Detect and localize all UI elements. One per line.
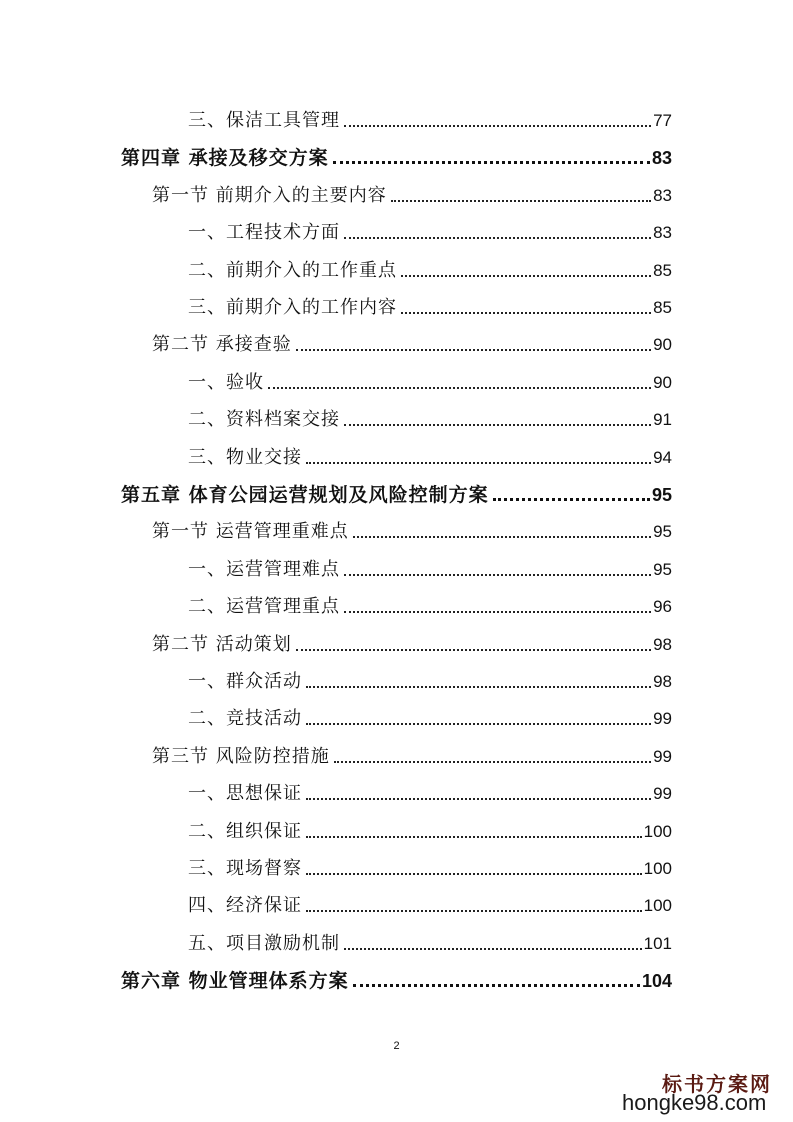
toc-entry-page: 83 bbox=[653, 223, 672, 243]
toc-entry-page: 85 bbox=[653, 260, 672, 280]
toc-entry[interactable] bbox=[188, 704, 672, 730]
toc-entry-title: 三、前期介入的工作内容 bbox=[188, 297, 397, 318]
toc-entry[interactable] bbox=[188, 891, 672, 917]
toc-entry-title: 三、现场督察 bbox=[188, 858, 302, 879]
toc-entry-title: 一、群众活动 bbox=[188, 671, 302, 692]
toc-entry[interactable] bbox=[152, 181, 672, 207]
toc-entry-page: 95 bbox=[653, 559, 672, 579]
toc-entry-title: 一、验收 bbox=[188, 371, 264, 393]
watermark-url: hongke98.com bbox=[622, 1090, 767, 1115]
toc-entry[interactable] bbox=[188, 293, 672, 319]
toc-entry-title: 五、项目激励机制 bbox=[188, 932, 340, 954]
toc-entry-page: 104 bbox=[641, 971, 672, 992]
toc-entry[interactable] bbox=[152, 630, 672, 656]
toc-entry-title: 二、资料档案交接 bbox=[188, 409, 340, 431]
toc-dot-leader bbox=[344, 947, 642, 950]
toc-entry-title: 第一节 前期介入的主要内容 bbox=[152, 184, 387, 206]
toc-dot-leader bbox=[306, 685, 651, 688]
toc-entry[interactable] bbox=[188, 256, 672, 282]
toc-entry[interactable] bbox=[188, 368, 672, 394]
toc-entry-title: 第一节 运营管理重难点 bbox=[152, 521, 349, 543]
toc-dot-leader bbox=[334, 760, 651, 763]
toc-dot-leader bbox=[306, 872, 642, 875]
toc-entry-title: 二、前期介入的工作重点 bbox=[188, 259, 397, 281]
toc-entry-page: 91 bbox=[653, 410, 672, 430]
toc-entry-page: 98 bbox=[653, 634, 672, 654]
toc-entry-title: 第六章 物业管理体系方案 bbox=[121, 970, 349, 993]
toc-dot-leader bbox=[353, 983, 640, 987]
toc-entry-page: 98 bbox=[653, 672, 672, 691]
toc-entry-title: 第四章 承接及移交方案 bbox=[121, 147, 329, 170]
toc-dot-leader bbox=[344, 236, 651, 239]
toc-dot-leader bbox=[344, 573, 651, 576]
toc-entry-page: 94 bbox=[653, 447, 672, 467]
toc-dot-leader bbox=[344, 610, 651, 613]
toc-dot-leader bbox=[344, 423, 651, 426]
toc-dot-leader bbox=[306, 797, 651, 800]
toc-dot-leader bbox=[401, 311, 651, 314]
toc-entry-title: 第五章 体育公园运营规划及风险控制方案 bbox=[121, 484, 489, 506]
toc-entry-page: 90 bbox=[653, 372, 672, 392]
toc-entry[interactable] bbox=[188, 405, 672, 431]
toc-entry-title: 三、保洁工具管理 bbox=[188, 110, 340, 131]
toc-entry-page: 101 bbox=[643, 933, 672, 953]
toc-entry[interactable] bbox=[188, 443, 672, 469]
toc-entry-page: 99 bbox=[653, 709, 672, 729]
toc-entry[interactable] bbox=[152, 742, 672, 768]
toc-entry-title: 一、思想保证 bbox=[188, 783, 302, 805]
toc-dot-leader bbox=[353, 535, 651, 538]
toc-dot-leader bbox=[333, 160, 650, 164]
toc-entry-title: 第三节 风险防控措施 bbox=[152, 745, 330, 767]
toc-entry[interactable] bbox=[152, 330, 672, 356]
toc-dot-leader bbox=[344, 124, 651, 127]
toc-entry[interactable] bbox=[188, 218, 672, 244]
toc-entry[interactable] bbox=[121, 480, 672, 506]
watermark-title: 标书方案网 bbox=[662, 1072, 772, 1096]
toc-dot-leader bbox=[296, 348, 651, 351]
toc-entry[interactable] bbox=[188, 667, 672, 693]
toc-entry[interactable] bbox=[188, 929, 672, 955]
toc-dot-leader bbox=[306, 461, 651, 464]
page-number: 2 bbox=[393, 1040, 400, 1052]
toc-entry-page: 99 bbox=[653, 746, 672, 766]
toc-entry-page: 100 bbox=[643, 821, 672, 841]
toc-entry-title: 二、运营管理重点 bbox=[188, 596, 340, 618]
toc-entry-page: 95 bbox=[651, 485, 672, 505]
toc-dot-leader bbox=[306, 909, 642, 912]
toc-dot-leader bbox=[268, 386, 651, 389]
toc-entry-title: 二、竞技活动 bbox=[188, 708, 302, 730]
toc-entry[interactable] bbox=[121, 966, 672, 992]
toc-entry-page: 85 bbox=[653, 298, 672, 317]
toc-entry[interactable] bbox=[188, 106, 672, 132]
toc-entry-page: 90 bbox=[653, 335, 672, 355]
toc-dot-leader bbox=[306, 835, 642, 838]
toc-entry-title: 一、工程技术方面 bbox=[188, 222, 340, 244]
toc-entry-title: 四、经济保证 bbox=[188, 895, 302, 917]
toc-entry-title: 三、物业交接 bbox=[188, 446, 302, 468]
toc-entry-page: 100 bbox=[643, 859, 672, 878]
toc-dot-leader bbox=[493, 497, 650, 501]
toc-dot-leader bbox=[391, 199, 651, 202]
toc-dot-leader bbox=[296, 648, 651, 651]
toc-entry-page: 96 bbox=[653, 597, 672, 617]
toc-entry-page: 99 bbox=[653, 784, 672, 804]
toc-entry-title: 第二节 活动策划 bbox=[152, 633, 292, 655]
toc-entry-title: 一、运营管理难点 bbox=[188, 558, 340, 580]
toc-entry-page: 77 bbox=[653, 111, 672, 130]
toc-entry[interactable] bbox=[121, 143, 672, 169]
toc-entry-page: 83 bbox=[653, 185, 672, 205]
toc-entry[interactable] bbox=[188, 555, 672, 581]
toc-entry[interactable] bbox=[152, 517, 672, 543]
toc-entry-page: 83 bbox=[651, 148, 672, 169]
toc-entry-page: 95 bbox=[653, 522, 672, 542]
toc-entry-title: 第二节 承接查验 bbox=[152, 334, 292, 356]
toc-entry-page: 100 bbox=[643, 896, 672, 916]
toc-entry-title: 二、组织保证 bbox=[188, 820, 302, 842]
toc-entry[interactable] bbox=[188, 817, 672, 843]
toc-dot-leader bbox=[306, 722, 651, 725]
toc-dot-leader bbox=[401, 274, 651, 277]
toc-entry[interactable] bbox=[188, 779, 672, 805]
toc-entry[interactable] bbox=[188, 854, 672, 880]
toc-entry[interactable] bbox=[188, 592, 672, 618]
